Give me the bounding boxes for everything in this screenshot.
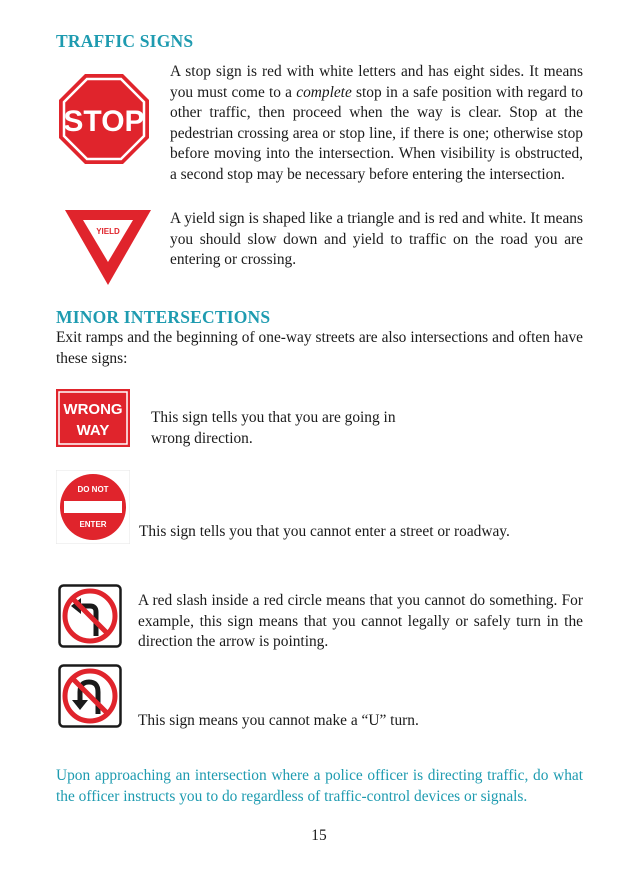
- do-not-line: DO NOT: [77, 485, 109, 494]
- yield-sign-label: YIELD: [96, 227, 120, 236]
- yield-sign-icon: [63, 207, 153, 287]
- no-left-turn-description: A red slash inside a red circle means that you cannot do something. For example, this sign means that you cannot legally or safely turn in the direction the arrow is pointing.: [138, 592, 583, 651]
- wrong-way-sign-icon: [56, 389, 130, 447]
- stop-sign-label: STOP: [63, 105, 145, 138]
- traffic-signs-heading: TRAFFIC SIGNS: [56, 31, 194, 51]
- no-u-turn-description: This sign means you cannot make a “U” turn.: [138, 712, 419, 729]
- page-number: 15: [311, 827, 327, 844]
- yield-sign-description: A yield sign is shaped like a triangle and is red and white. It means you should slow down and yield to traffic on the road you are entering or crossing.: [170, 210, 583, 269]
- stop-sign-description: A stop sign is red with white letters and has eight sides. It means you must come to a complete stop in a safe position with regard to other traffic, then proceed when the way is clear. Stop at the pedestrian crossing area or stop line, if there is one; otherwise stop before moving into the intersection. When visibility is obstructed, a second stop may be necessary before entering the intersection.: [170, 63, 583, 183]
- complete-emphasis: complete: [296, 83, 352, 101]
- do-not-enter-description: This sign tells you that you cannot enter a street or roadway.: [139, 523, 510, 540]
- wrong-way-line2: WAY: [76, 422, 110, 439]
- officer-note: Upon approaching an intersection where a police officer is directing traffic, do what the officer instructs you to do regardless of traffic-control devices or signals.: [56, 767, 583, 805]
- no-left-turn-sign-icon: [58, 584, 122, 648]
- wrong-way-description: This sign tells you that you are going in wrong direction.: [151, 409, 396, 447]
- no-u-turn-sign-icon: [58, 664, 122, 728]
- do-not-enter-sign-icon: [56, 470, 130, 544]
- enter-line: ENTER: [79, 520, 107, 529]
- minor-intersections-intro: Exit ramps and the beginning of one-way streets are also intersections and often have these signs:: [56, 329, 583, 367]
- minor-intersections-heading: MINOR INTERSECTIONS: [56, 307, 271, 327]
- stop-sign-icon: [58, 73, 150, 165]
- wrong-way-line1: WRONG: [63, 401, 123, 418]
